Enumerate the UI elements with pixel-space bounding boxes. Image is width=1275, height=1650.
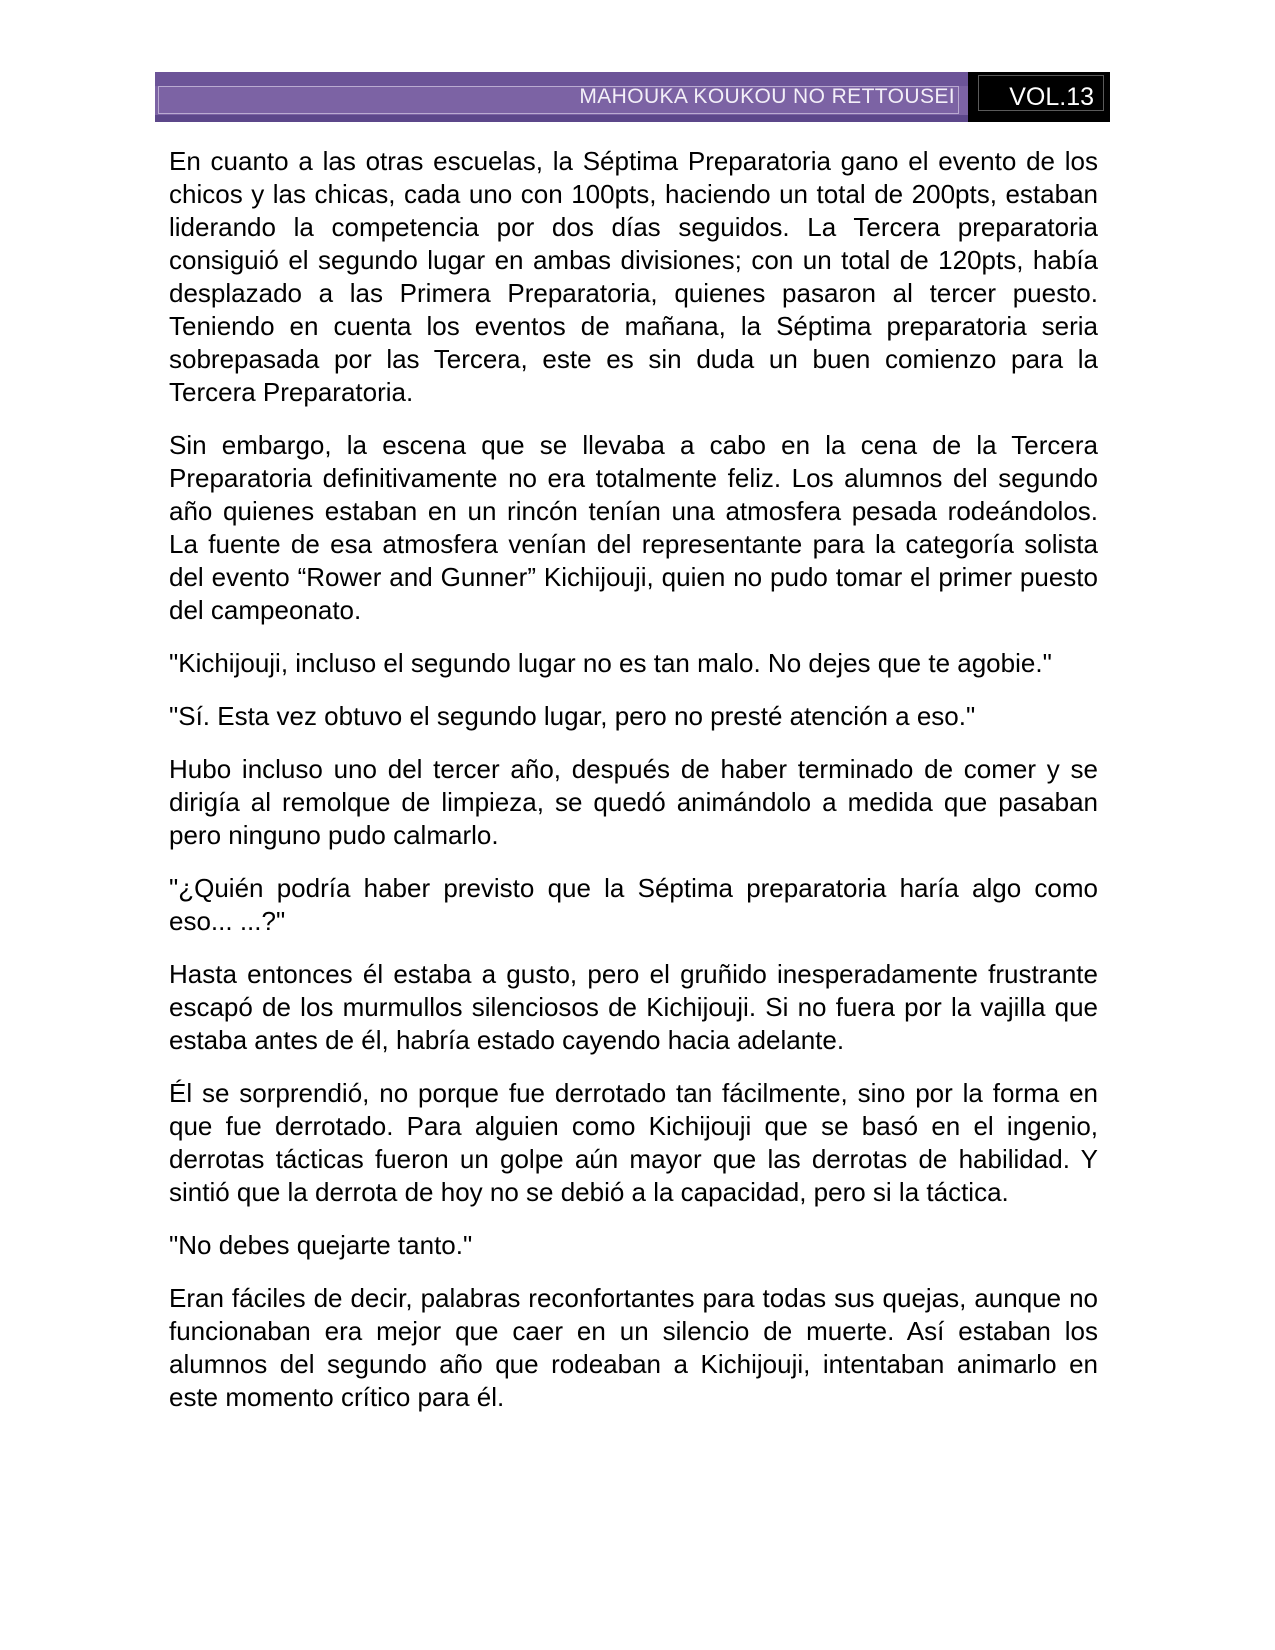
paragraph: "¿Quién podría haber previsto que la Séptima preparatoria haría algo como eso... ...?"	[169, 873, 1098, 936]
paragraph: Hasta entonces él estaba a gusto, pero el gruñido inesperadamente frustrante escapó de los murmullos silenciosos de Kichijouji. Si no fuera por la vajilla que estaba antes de él, habría estado cayendo hacia adelante.	[169, 959, 1098, 1055]
paragraph: Sin embargo, la escena que se llevaba a cabo en la cena de la Tercera Preparatoria definitivamente no era totalmente feliz. Los alumnos del segundo año quienes estaban en un rincón tenían una atmosfera pesada rodeándolos. La fuente de esa atmosfera venían del representante para la categoría solista del evento “Rower and Gunner” Kichijouji, quien no pudo tomar el primer puesto del campeonato.	[169, 430, 1098, 625]
header-title-cell	[155, 72, 968, 122]
paragraph: "No debes quejarte tanto."	[169, 1230, 473, 1260]
paragraph: Él se sorprendió, no porque fue derrotado tan fácilmente, sino por la forma en que fue derrotado. Para alguien como Kichijouji que se basó en el ingenio, derrotas tácticas fueron un golpe aún mayor que las derrotas de habilidad. Y sintió que la derrota de hoy no se debió a la capacidad, pero si la táctica.	[169, 1078, 1098, 1207]
paragraph: Hubo incluso uno del tercer año, después de haber terminado de comer y se dirigía al remolque de limpieza, se quedó animándolo a medida que pasaban pero ninguno pudo calmarlo.	[169, 754, 1098, 850]
paragraph: "Sí. Esta vez obtuvo el segundo lugar, pero no presté atención a eso."	[169, 701, 976, 731]
paragraph: En cuanto a las otras escuelas, la Séptima Preparatoria gano el evento de los chicos y las chicas, cada uno con 100pts, haciendo un total de 200pts, estaban liderando la competencia por dos días seguidos. La Tercera preparatoria consiguió el segundo lugar en ambas divisiones; con un total de 120pts, había desplazado a las Primera Preparatoria, quienes pasaron al tercer puesto. Teniendo en cuenta los eventos de mañana, la Séptima preparatoria seria sobrepasada por las Tercera, este es sin duda un buen comienzo para la Tercera Preparatoria.	[169, 146, 1098, 407]
page-body	[169, 145, 1098, 1434]
paragraph: Eran fáciles de decir, palabras reconfortantes para todas sus quejas, aunque no funcionaban era mejor que caer en un silencio de muerte. Así estaban los alumnos del segundo año que rodeaban a Kichijouji, intentaban animarlo en este momento crítico para él.	[169, 1283, 1098, 1412]
volume-label: VOL.13	[1009, 82, 1094, 111]
page-header	[155, 72, 1110, 122]
volume-badge	[968, 72, 1110, 122]
paragraph: "Kichijouji, incluso el segundo lugar no es tan malo. No dejes que te agobie."	[169, 648, 1052, 678]
book-title: MAHOUKA KOUKOU NO RETTOUSEI	[579, 85, 955, 108]
